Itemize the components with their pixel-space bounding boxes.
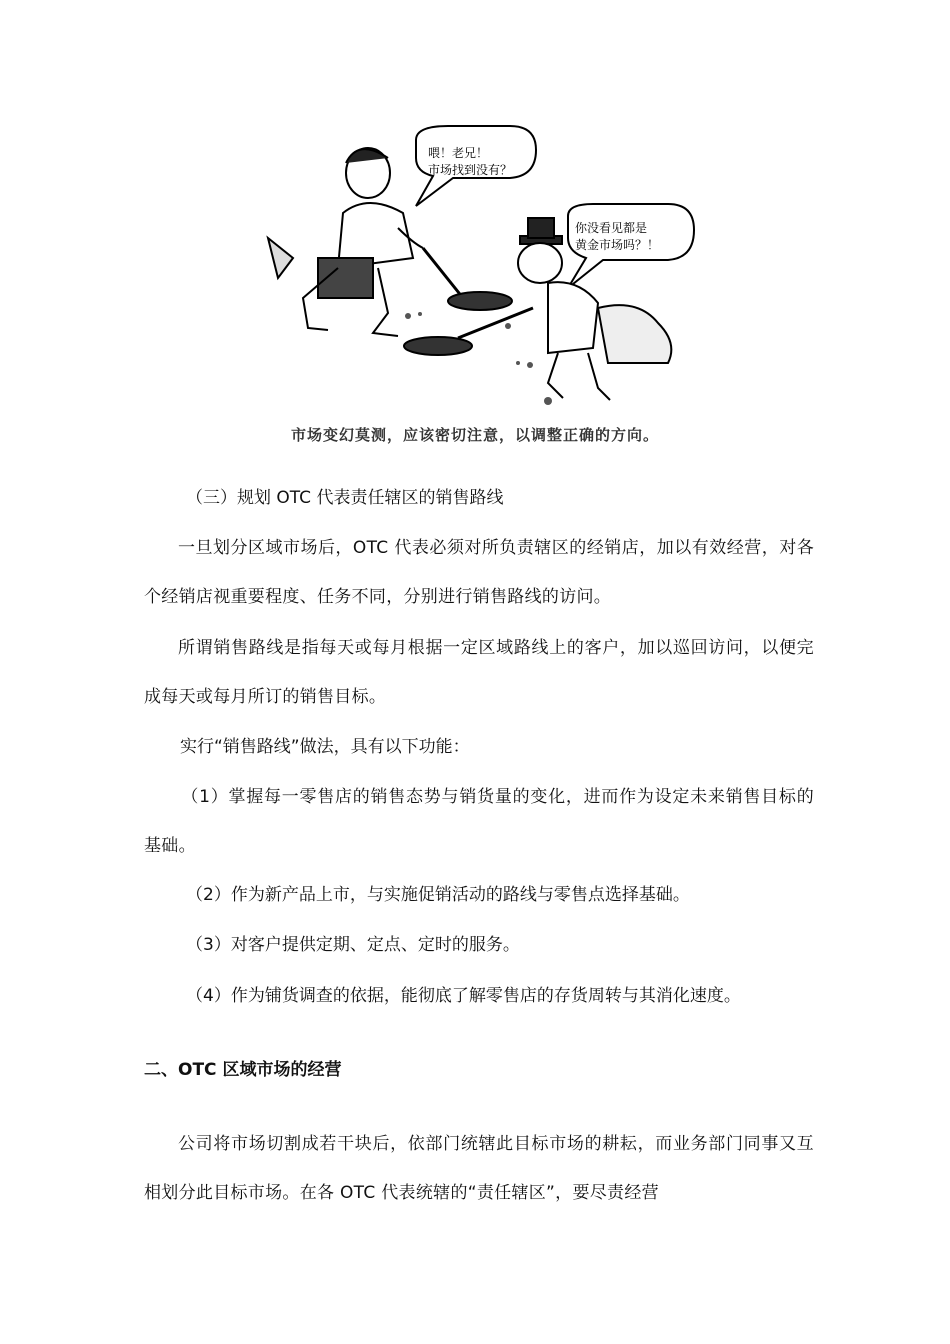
figure-caption: 市场变幻莫测，应该密切注意，以调整正确的方向。 [290, 426, 659, 444]
function-item-3: （3）对客户提供定期、定点、定时的服务。 [186, 935, 520, 955]
section-title: （三）规划 OTC 代表责任辖区的销售路线 [186, 488, 504, 508]
function-item-2: （2）作为新产品上市，与实施促销活动的路线与零售点选择基础。 [186, 885, 690, 905]
paragraph-3: 公司将市场切割成若干块后，依部门统辖此目标市场的耕耘，而业务部门同事又互相划分此目标市场。在各 OTC 代表统辖的“责任辖区”，要尽责经营 [144, 1134, 814, 1203]
paragraph-2: 所谓销售路线是指每天或每月根据一定区域路线上的客户，加以巡回访问，以便完成每天或每月所订的销售目标。 [144, 638, 814, 707]
speech-bubble-b-text: 你没看见都是 黄金市场吗？！ [575, 221, 660, 252]
cartoon-illustration [248, 118, 698, 418]
functions-intro: 实行“销售路线”做法，具有以下功能： [180, 737, 470, 757]
function-item-1: （1）掌握每一零售店的销售态势与销货量的变化，进而作为设定未来销售目标的基础。 [144, 787, 814, 856]
paragraph-1: 一旦划分区域市场后，OTC 代表必须对所负责辖区的经销店，加以有效经营，对各个经销店视重要程度、任务不同，分别进行销售路线的访问。 [144, 538, 814, 607]
speech-bubble-a-text: 喂！老兄！ 市场找到没有？ [428, 146, 513, 177]
section-heading: 二、OTC 区域市场的经营 [144, 1060, 342, 1080]
function-item-4: （4）作为铺货调查的依据，能彻底了解零售店的存货周转与其消化速度。 [186, 986, 741, 1006]
